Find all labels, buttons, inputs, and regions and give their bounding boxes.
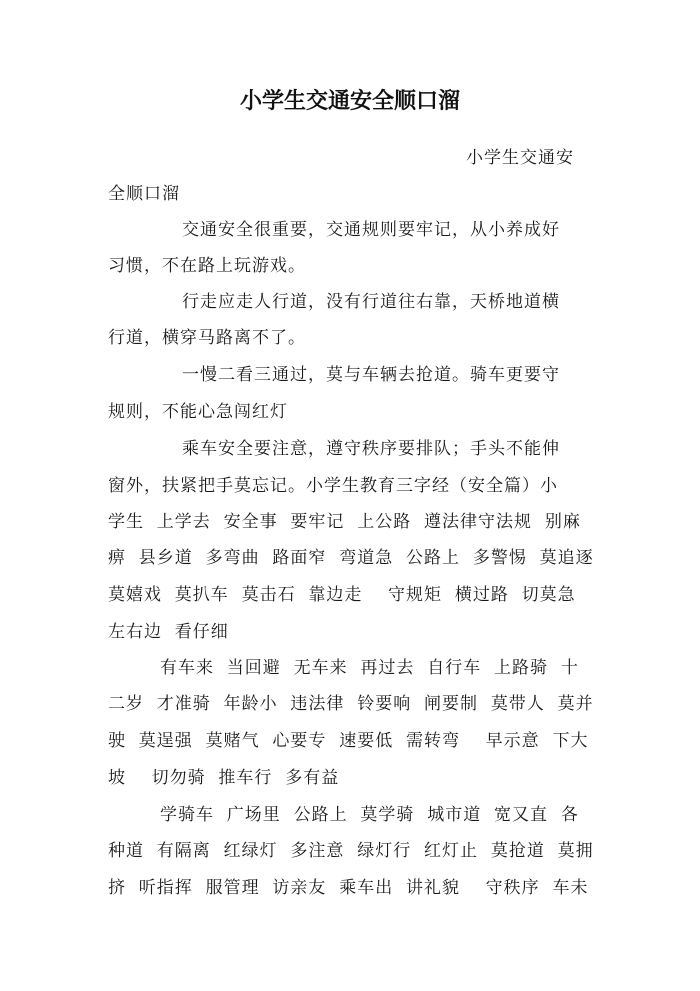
text-line: 学骑车 广场里 公路上 莫学骑 城市道 宽又直 各 [160, 805, 579, 825]
text-line: 规则，不能心急闯红灯 [108, 402, 288, 422]
text-line: 窗外，扶紧把手莫忘记。小学生教育三字经（安全篇）小 [108, 476, 558, 496]
text-line: 一慢二看三通过，莫与车辆去抢道。骑车更要守 [182, 365, 560, 385]
text-line: 乘车安全要注意，遵守秩序要排队；手头不能伸 [182, 439, 560, 459]
text-line: 挤 听指挥 服管理 访亲友 乘车出 讲礼貌 守秩序 车未 [108, 878, 589, 898]
text-line: 有车来 当回避 无车来 再过去 自行车 上路骑 十 [160, 658, 579, 678]
text-line: 左右边 看仔细 [108, 622, 229, 642]
text-line: 学生 上学去 安全事 要牢记 上公路 遵法律守法规 别麻 [108, 512, 581, 532]
text-line: 行道，横穿马路离不了。 [108, 328, 306, 348]
text-line: 痹 县乡道 多弯曲 路面窄 弯道急 公路上 多警惕 莫追逐 [108, 548, 594, 568]
text-line: 种道 有隔离 红绿灯 多注意 绿灯行 红灯止 莫抢道 莫拥 [108, 841, 594, 861]
subtitle-line-1: 小学生交通安 [466, 148, 574, 168]
document-title: 小学生交通安全顺口溜 [239, 89, 460, 114]
text-line: 驶 莫逞强 莫赌气 心要专 速要低 需转弯 早示意 下大 [108, 731, 589, 751]
text-line: 行走应走人行道，没有行道往右靠，天桥地道横 [182, 292, 560, 312]
text-line: 二岁 才准骑 年龄小 违法律 铃要响 闸要制 莫带人 莫并 [108, 694, 594, 714]
text-line: 习惯，不在路上玩游戏。 [108, 256, 306, 276]
text-line: 坡 切勿骑 推车行 多有益 [108, 768, 340, 788]
subtitle-line-2: 全顺口溜 [108, 184, 180, 204]
text-line: 交通安全很重要，交通规则要牢记，从小养成好 [182, 220, 560, 240]
text-line: 莫嬉戏 莫扒车 莫击石 靠边走 守规矩 横过路 切莫急 [108, 585, 576, 605]
